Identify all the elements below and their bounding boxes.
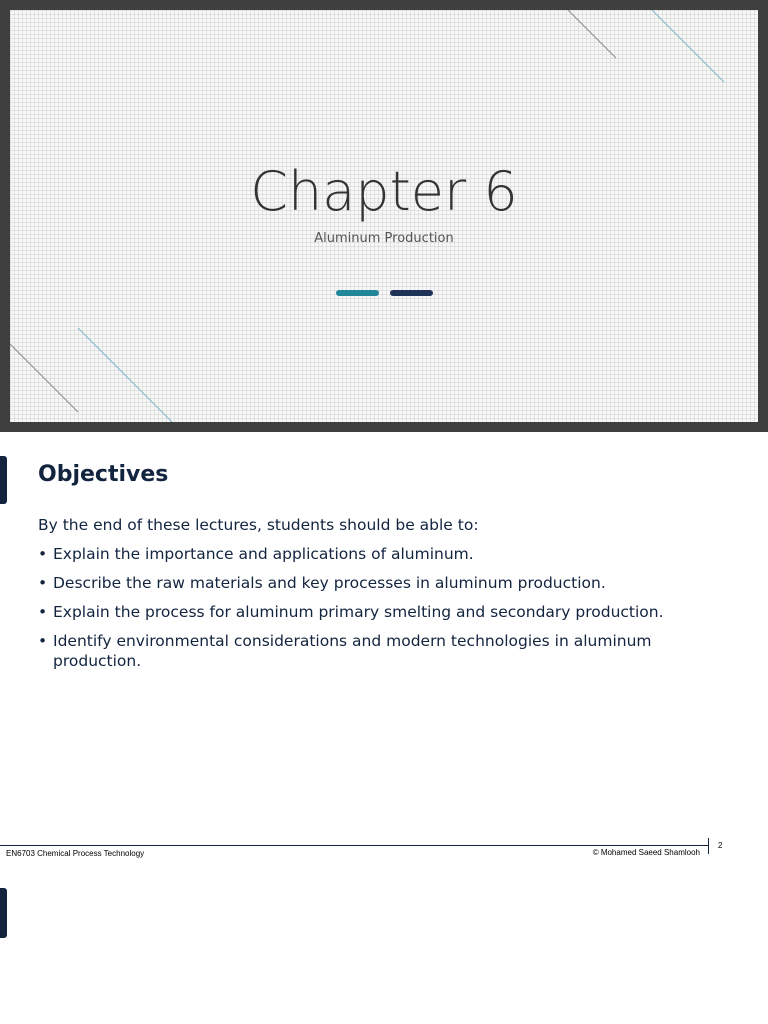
title-slide-frame: [0, 0, 768, 432]
title-slide: [10, 10, 758, 422]
objective-bullet: • Describe the raw materials and key processes in aluminum production.: [38, 573, 708, 593]
chapter-subtitle: Aluminum Production: [314, 231, 454, 246]
chapter-title: Chapter 6: [250, 160, 518, 223]
objectives-list: [38, 544, 708, 680]
objectives-intro: By the end of these lectures, students should be able to:: [38, 516, 479, 534]
page-number: 2: [718, 841, 723, 850]
objective-bullet: • Explain the process for aluminum primary smelting and secondary production.: [38, 602, 708, 622]
footer-course-label: EN6703 Chemical Process Technology: [6, 849, 145, 858]
accent-bar-navy: [390, 290, 433, 296]
deco-line-bottom-1: [10, 344, 78, 412]
footer-rule: [0, 845, 709, 846]
slide-side-tab: [0, 456, 7, 504]
deco-line-top-1: [568, 10, 616, 58]
footer-tick: [708, 838, 709, 854]
objective-bullet: • Identify environmental considerations and modern technologies in aluminum production.: [38, 631, 708, 671]
next-slide-side-tab: [0, 888, 7, 938]
deco-line-top-2: [652, 10, 724, 82]
footer-author-label: © Mohamed Saeed Shamlooh: [592, 848, 700, 857]
deco-line-bottom-2: [78, 328, 172, 422]
accent-bar-teal: [336, 290, 379, 296]
objective-bullet: • Explain the importance and applications of aluminum.: [38, 544, 708, 564]
objectives-heading: Objectives: [38, 462, 169, 487]
